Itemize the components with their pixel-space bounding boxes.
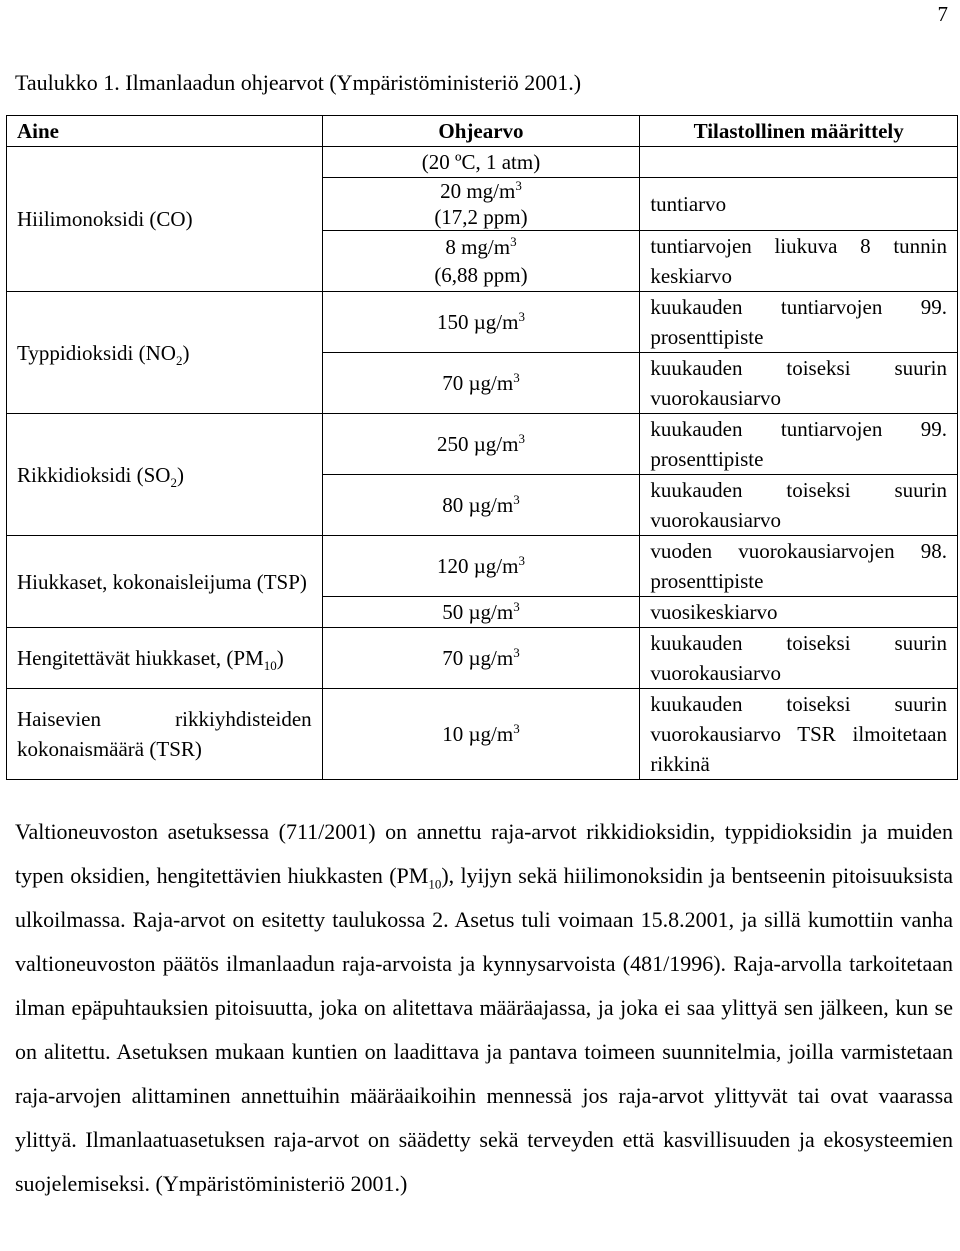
- body-paragraph: Valtioneuvoston asetuksessa (711/2001) on annettu raja-arvot rikkidioksidin, typpidioksidin ja muiden typen oksidien, hengitettävien hiukkasten $(PM_{10})$, lyijyn sekä hiilimonoksidin ja bentseenin pitoisuuksista ulkoilmassa. Raja-arvot on esitetty taulukossa 2. Asetus tuli voimaan 15.8.2001, ja sillä kumottiin vanha valtioneuvoston päätös ilmanlaadun raja-arvoista ja kynnysarvoista (481/1996). Raja-arvolla tarkoitetaan ilman epäpuhtauksien pitoisuutta, joka on alitettava määräajassa, ja joka ei saa ylittyä sen jälkeen, kun se on alitettu. Asetuksen mukaan kuntien on laadittava ja pantava toimeen suunnitelmia, joilla varmistetaan raja-arvojen alittaminen annettuihin määräaikoihin mennessä jos raja-arvot ylittyvät tai ovat vaarassa ylittyä. Ilmanlaatuasetuksen raja-arvot on säädetty sekä terveyden että kasvillisuuden ja ekosysteemien suojelemiseksi. (Ympäristöministeriö 2001.): [15, 819, 953, 1196]
- so2-row-1: [7, 414, 958, 475]
- tsp-substance: Hiukkaset, kokonaisleijuma (TSP): [7, 536, 323, 628]
- no2-desc-1: kuukauden tuntiarvojen 99. prosenttipiste: [640, 292, 958, 353]
- no2-value-1: 150 $\mu g/m^3$: [322, 292, 640, 353]
- pm10-desc: kuukauden toiseksi suurin vuorokausiarvo: [640, 628, 958, 689]
- tsp-desc-2: vuosikeskiarvo: [640, 597, 958, 628]
- pm10-row: [7, 628, 958, 689]
- so2-value-2: 80 $\mu g/m^3$: [322, 475, 640, 536]
- header-guideline: Ohjearvo: [322, 116, 640, 147]
- conditions-empty: [640, 147, 958, 178]
- header-substance: Aine: [7, 116, 323, 147]
- table-caption: Taulukko 1. Ilmanlaadun ohjearvot (Ympäristöministeriö 2001.): [15, 70, 582, 95]
- co-value-2-ppm: (6,88 ppm): [434, 263, 528, 287]
- so2-desc-2: kuukauden toiseksi suurin vuorokausiarvo: [640, 475, 958, 536]
- co-value-1-ppm: (17,2 ppm): [434, 205, 528, 229]
- no2-desc-2: kuukauden toiseksi suurin vuorokausiarvo: [640, 353, 958, 414]
- co-value-1: [322, 178, 640, 231]
- co-desc-1: tuntiarvo: [640, 178, 958, 231]
- no2-row-1: [7, 292, 958, 353]
- no2-substance: Typpidioksidi $(NO_2)$: [7, 292, 323, 414]
- guideline-table: [6, 115, 958, 780]
- header-statistic: Tilastollinen määrittely: [640, 116, 958, 147]
- page-number: 7: [937, 2, 948, 26]
- trs-desc: kuukauden toiseksi suurin vuorokausiarvo TSR ilmoitetaan rikkinä: [640, 689, 958, 780]
- co-value-2-main: 8 $mg/m^3$: [445, 234, 517, 259]
- trs-value: 10 $\mu g/m^3$: [322, 689, 640, 780]
- so2-value-1: 250 $\mu g/m^3$: [322, 414, 640, 475]
- pm10-value: 70 $\mu g/m^3$: [322, 628, 640, 689]
- trs-substance: Haisevien rikkiyhdisteiden kokonaismäärä (TSR): [7, 689, 323, 780]
- so2-desc-1: kuukauden tuntiarvojen 99. prosenttipiste: [640, 414, 958, 475]
- co-value-2: [322, 231, 640, 292]
- conditions-row: [7, 147, 958, 178]
- tsp-desc-1: vuoden vuorokausiarvojen 98. prosenttipiste: [640, 536, 958, 597]
- co-substance: Hiilimonoksidi (CO): [7, 147, 323, 292]
- header-row: [7, 116, 958, 147]
- no2-value-2: 70 $\mu g/m^3$: [322, 353, 640, 414]
- so2-substance: Rikkidioksidi $(SO_2)$: [7, 414, 323, 536]
- co-desc-2: tuntiarvojen liukuva 8 tunnin keskiarvo: [640, 231, 958, 292]
- tsp-value-2: 50 $\mu g/m^3$: [322, 597, 640, 628]
- tsp-row-1: [7, 536, 958, 597]
- pm10-substance: Hengitettävät hiukkaset, $(PM_{10})$: [7, 628, 323, 689]
- co-value-1-main: 20 $mg/m^3$: [440, 178, 522, 203]
- trs-row: [7, 689, 958, 780]
- conditions-cell: (20 ºC, 1 atm): [322, 147, 640, 178]
- tsp-value-1: 120 $\mu g/m^3$: [322, 536, 640, 597]
